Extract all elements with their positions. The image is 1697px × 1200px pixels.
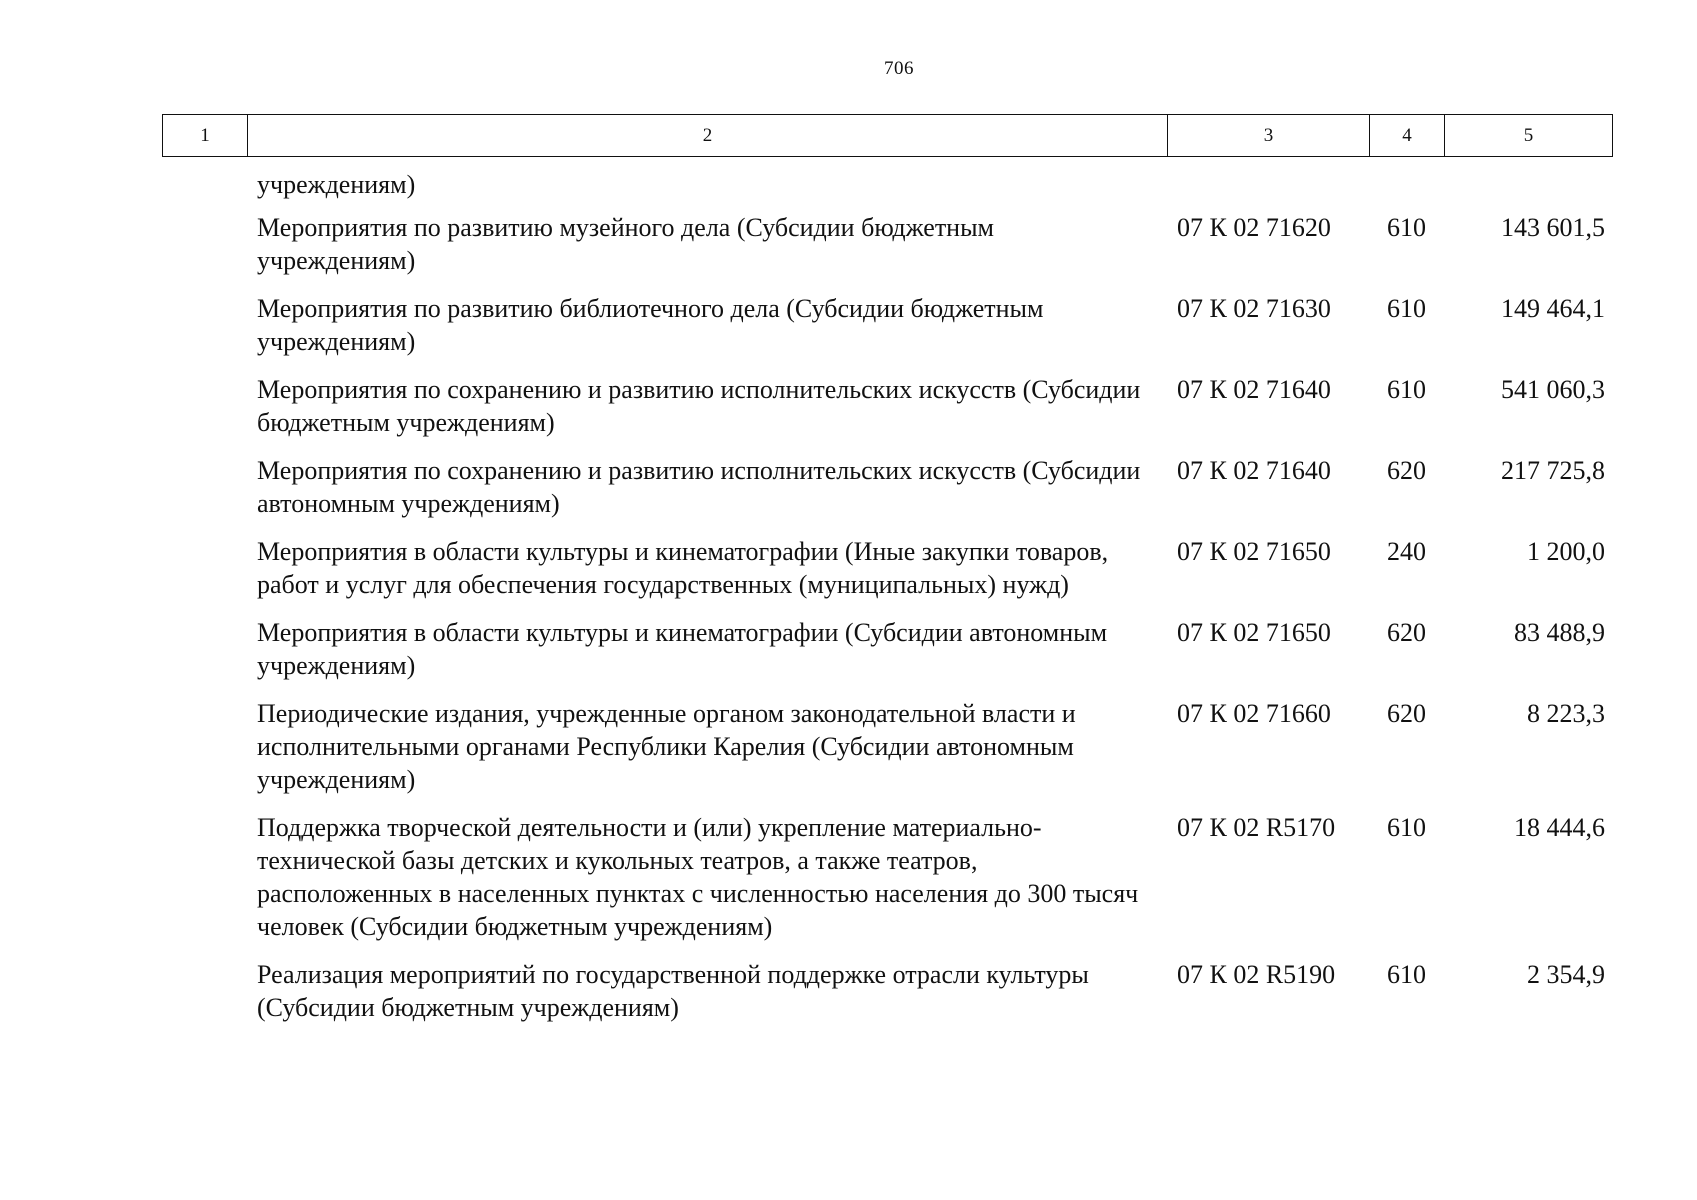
row-amount-cell (1444, 168, 1613, 201)
table-row (162, 292, 1613, 358)
row-number-cell (162, 454, 247, 520)
row-name-cell: Мероприятия по развитию библиотечного дела (Субсидии бюджетным учреждениям) (257, 294, 1044, 356)
row-type-cell: 610 (1387, 960, 1426, 989)
row-amount-cell: 2 354,9 (1527, 960, 1605, 989)
row-code-cell: 07 К 02 71650 (1177, 537, 1331, 566)
row-type-cell: 610 (1387, 294, 1426, 323)
row-number-cell (162, 811, 247, 943)
row-name-cell: Мероприятия в области культуры и кинематографии (Иные закупки товаров, работ и услуг для обеспечения государственных (муниципальных) нужд) (257, 537, 1109, 599)
table-body (162, 168, 1613, 1039)
row-amount-cell: 149 464,1 (1501, 294, 1605, 323)
row-code-cell: 07 К 02 71630 (1177, 294, 1331, 323)
table-row (162, 697, 1613, 796)
header-col-2: 2 (248, 115, 1168, 156)
row-type-cell: 240 (1387, 537, 1426, 566)
row-amount-cell: 1 200,0 (1527, 537, 1605, 566)
row-name-cell: Мероприятия по развитию музейного дела (Субсидии бюджетным учреждениям) (257, 213, 995, 275)
row-amount-cell: 83 488,9 (1514, 618, 1605, 647)
row-type-cell: 610 (1387, 813, 1426, 842)
row-amount-cell: 217 725,8 (1501, 456, 1605, 485)
row-code-cell: 07 К 02 71660 (1177, 699, 1331, 728)
row-type-cell (1369, 168, 1444, 201)
row-name-cell: Мероприятия по сохранению и развитию исполнительских искусств (Субсидии автономным учреждениям) (257, 456, 1141, 518)
row-name-cell: Реализация мероприятий по государственной поддержке отрасли культуры (Субсидии бюджетным учреждениям) (257, 960, 1089, 1022)
row-type-cell: 610 (1387, 375, 1426, 404)
row-name-cell: Мероприятия по сохранению и развитию исполнительских искусств (Субсидии бюджетным учреждениям) (257, 375, 1141, 437)
row-type-cell: 620 (1387, 699, 1426, 728)
row-type-cell: 610 (1387, 213, 1426, 242)
table-row (162, 373, 1613, 439)
table-row (162, 958, 1613, 1024)
table-row (162, 811, 1613, 943)
row-code-cell: 07 К 02 R5170 (1177, 813, 1336, 842)
row-code-cell (1167, 168, 1369, 201)
table-row (162, 454, 1613, 520)
header-col-4: 4 (1370, 115, 1445, 156)
row-code-cell: 07 К 02 71640 (1177, 375, 1331, 404)
table-row (162, 535, 1613, 601)
row-name-cell: Поддержка творческой деятельности и (или) укрепление материально-технической базы детских и кукольных театров, а также театров, расположенных в населенных пунктах с численностью населения до 300 тысяч человек (Субсидии бюджетным учреждениям) (257, 813, 1139, 941)
row-code-cell: 07 К 02 71650 (1177, 618, 1331, 647)
header-col-3: 3 (1168, 115, 1370, 156)
row-type-cell: 620 (1387, 456, 1426, 485)
table-row (162, 616, 1613, 682)
row-code-cell: 07 К 02 R5190 (1177, 960, 1336, 989)
table-row (162, 211, 1613, 277)
row-amount-cell: 8 223,3 (1527, 699, 1605, 728)
row-type-cell: 620 (1387, 618, 1426, 647)
row-amount-cell: 18 444,6 (1514, 813, 1605, 842)
row-number-cell (162, 211, 247, 277)
row-code-cell: 07 К 02 71620 (1177, 213, 1331, 242)
table-row (162, 168, 1613, 201)
row-number-cell (162, 373, 247, 439)
header-col-5: 5 (1523, 124, 1534, 146)
row-amount-cell: 143 601,5 (1501, 213, 1605, 242)
row-name-cell: учреждениям) (257, 170, 416, 199)
row-amount-cell: 541 060,3 (1501, 375, 1605, 404)
row-number-cell (162, 697, 247, 796)
table-header (162, 114, 1613, 157)
row-number-cell (162, 958, 247, 1024)
row-number-cell (162, 168, 247, 201)
row-name-cell: Периодические издания, учрежденные органом законодательной власти и исполнительными органами Республики Карелия (Субсидии автономным учреждениям) (257, 699, 1076, 794)
row-name-cell: Мероприятия в области культуры и кинематографии (Субсидии автономным учреждениям) (257, 618, 1108, 680)
row-number-cell (162, 616, 247, 682)
row-number-cell (162, 535, 247, 601)
header-col-1: 1 (163, 115, 248, 156)
page-number: 706 (884, 58, 914, 79)
row-number-cell (162, 292, 247, 358)
row-code-cell: 07 К 02 71640 (1177, 456, 1331, 485)
